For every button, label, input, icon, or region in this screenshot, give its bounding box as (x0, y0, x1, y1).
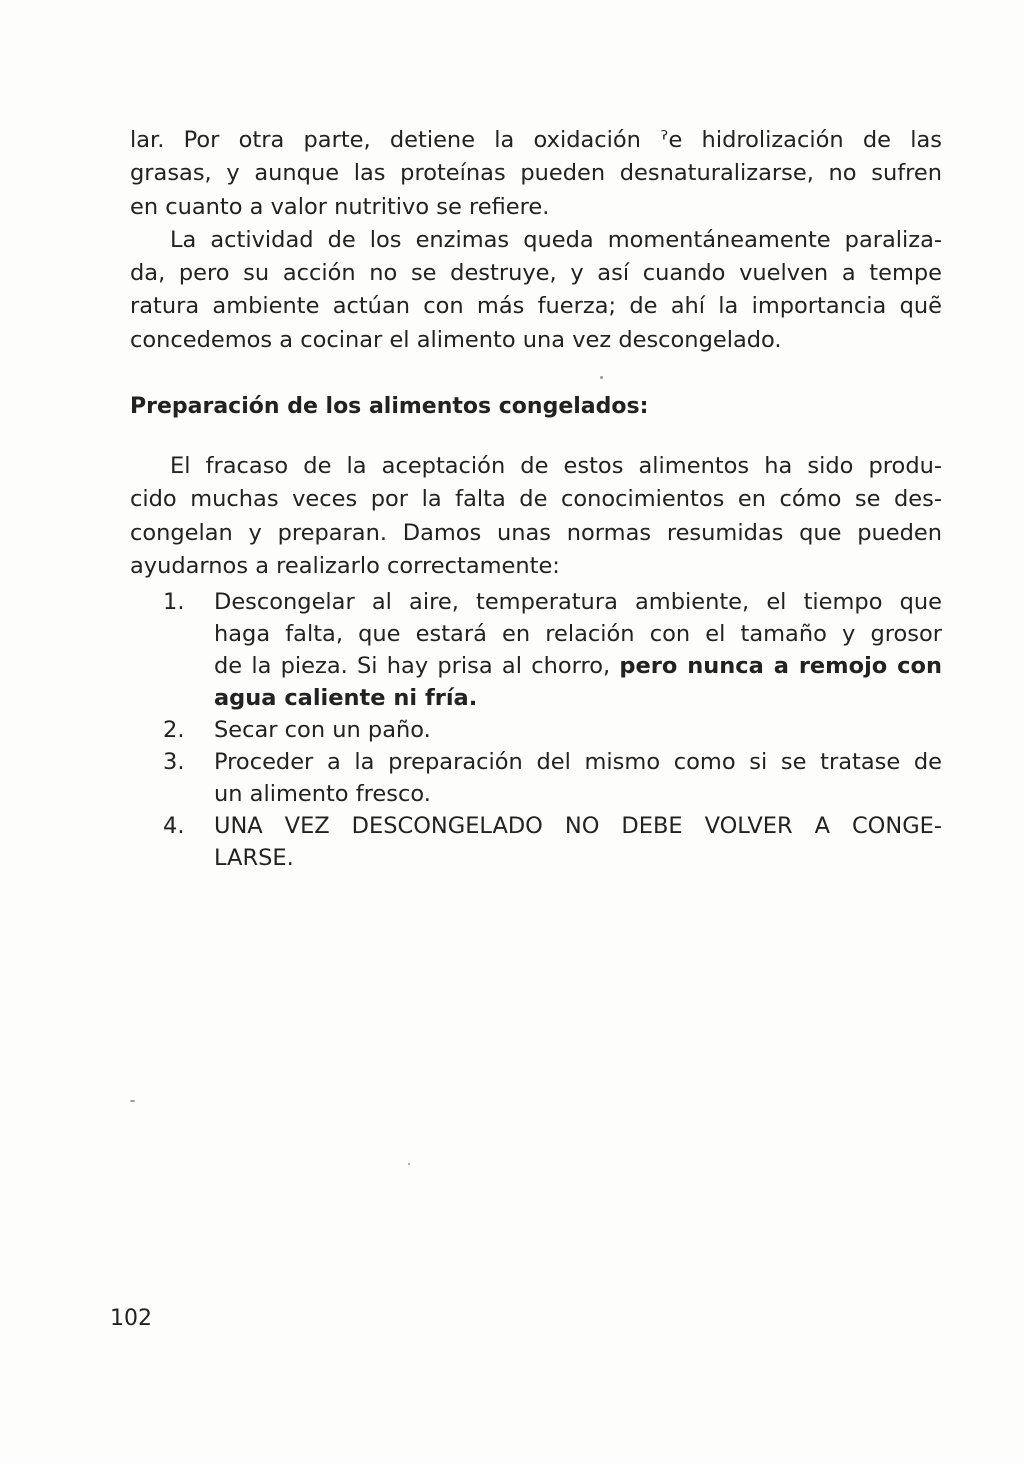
text-line: El fracaso de la aceptación de estos alimentos ha sido produ- (170, 453, 942, 479)
scan-speck (600, 376, 603, 379)
list-item (130, 810, 942, 874)
text-line: cido muchas veces por la falta de conocimientos en cómo se des- (130, 486, 942, 513)
text-run: Descongelar al aire, temperatura ambiente, el tiempo que (214, 589, 942, 615)
text-line: congelan y preparan. Damos unas normas resumidas que pueden (130, 519, 942, 546)
text-line (214, 586, 942, 618)
text-line (214, 650, 942, 682)
text-line: ratura ambiente actúan con más fuerza; de ahí la importancia quẽ (130, 293, 942, 320)
text-line: da, pero su acción no se destruye, y así cuando vuelven a tempe (130, 260, 942, 287)
text-run: Proceder a la preparación del mismo como si se tratase de (214, 749, 942, 775)
list-number: 2. (163, 717, 185, 743)
list-item (130, 746, 942, 810)
text-line: ayudarnos a realizarlo correctamente: (130, 552, 560, 579)
text-line (214, 618, 942, 650)
bold-text-run: agua caliente ni fría. (214, 685, 478, 711)
page-number: 102 (110, 1306, 152, 1331)
text-line (214, 714, 942, 746)
paragraph-3 (130, 450, 942, 583)
scan-speck (130, 1100, 135, 1102)
text-line (214, 778, 942, 810)
text-line (214, 682, 942, 714)
list-number: 4. (163, 813, 185, 839)
paragraph-2 (130, 224, 942, 357)
list-item (130, 586, 942, 714)
list-number: 3. (163, 749, 185, 775)
text-run: un alimento fresco. (214, 781, 431, 807)
bold-text-run: pero nunca a remojo con (619, 653, 942, 679)
text-line: lar. Por otra parte, detiene la oxidación ˀe hidrolización de las (130, 127, 942, 153)
text-run: haga falta, que estará en relación con el tamaño y grosor (214, 621, 942, 647)
text-run: LARSE. (214, 845, 294, 871)
text-line: grasas, y aunque las proteínas pueden desnaturalizarse, no sufren (130, 160, 942, 187)
text-run: de la pieza. Si hay prisa al chorro, (214, 653, 620, 679)
list-item (130, 714, 942, 746)
list-number: 1. (163, 589, 185, 615)
text-line: La actividad de los enzimas queda momentáneamente paraliza- (170, 226, 942, 253)
page-content (130, 124, 942, 871)
section-heading: Preparación de los alimentos congelados: (130, 394, 649, 419)
text-run: Secar con un paño. (214, 717, 431, 743)
text-line (214, 810, 942, 842)
text-line (214, 842, 942, 874)
paragraph-1 (130, 124, 942, 224)
steps-list (130, 586, 942, 874)
scan-speck (408, 1163, 410, 1165)
text-line (214, 746, 942, 778)
text-run: UNA VEZ DESCONGELADO NO DEBE VOLVER A CONGE- (214, 813, 942, 839)
text-line: concedemos a cocinar el alimento una vez descongelado. (130, 326, 782, 353)
text-line: en cuanto a valor nutritivo se refiere. (130, 193, 550, 220)
